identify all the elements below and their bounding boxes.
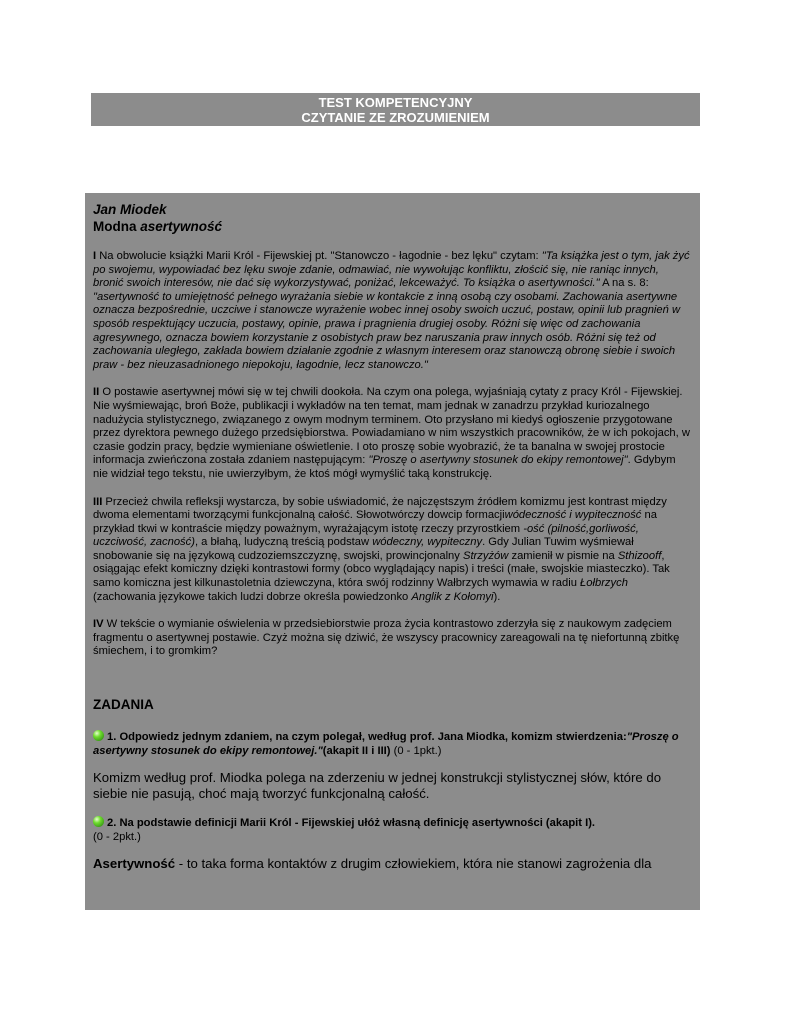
text-run: , osiągając efekt komiczny dzięki kontrastowi formy (obco wyglądający napis) i treści (małe, swojskie miasteczko). Tak samo komiczna jest kilkunastoletnia dziewczyna, która swój rodzinny Wałbrzych wymawia w radiu — [93, 549, 670, 590]
text-run: Anglik z Kołomyi — [411, 590, 494, 603]
text-run: W tekście o wymianie oświelenia w przedsiebiorstwie proza życia kontrastowo zderzyła się z naukowym zadęciem fragmentu o asertywnej postawie. Czyż można się dziwić, że wszyscy pracownicy zareagowali na tę niefortunną zbitkę śmiechem, i to gromkim? — [93, 618, 680, 658]
task-1 — [93, 730, 690, 758]
text-run: Na obwolucie książki Marii Król - Fijewskiej pt. "Stanowczo - łagodnie - bez lęku" czytam: — [96, 250, 542, 262]
text-run: . Gdy Julian Tuwim wyśmiewał snobowanie się na językową cudzoziemszczyznę, swojski, prowincjonalny — [93, 536, 634, 562]
test-title-bar — [91, 93, 700, 126]
text-run: Przecież chwila refleksji wystarcza, by sobie uświadomić, że najczęstszym źródłem komizmu jest kontrast między dwoma elementami tworzącymi funkcjonalną całość. Słowotwórczy dowcip formacji — [93, 495, 667, 522]
task-2-text — [107, 817, 595, 829]
text-run: (0 - 1pkt.) — [390, 745, 442, 758]
text-run: (zachowania językowe takich ludzi dobrze określa powiedzonko — [93, 590, 412, 603]
text-run: 2. Na podstawie definicji Marii Król - Fijewskiej ułóż własną definicję asertywności (akapit I). — [107, 817, 596, 830]
text-run: IV — [93, 618, 104, 631]
text-run: II — [93, 386, 100, 399]
tasks-heading: ZADANIA — [93, 697, 154, 713]
article-author: Jan Miodek — [93, 202, 167, 217]
text-run: III — [93, 495, 103, 508]
text-run: (akapit II i III) — [322, 745, 391, 758]
text-run: na przykład tkwi w kontraście między poważnym, wyrażającym istotę rzeczy przyrostkiem — [93, 509, 657, 535]
text-run: "Proszę o asertywny stosunek do ekipy remontowej." — [93, 731, 679, 758]
paragraph-2 — [93, 386, 690, 481]
text-run: "Proszę o asertywny stosunek do ekipy remontowej" — [368, 454, 628, 467]
article-heading-plain: Modna — [93, 219, 141, 234]
paragraph-3 — [93, 496, 690, 605]
text-run: "Ta książka jest o tym, jak żyć po swojemu, wypowiadać bez lęku swoje zdanie, odmawiać, nie wywołując konfliktu, złościć się, nie raniąc innych, bronić swoich interesów, nie dać się wykorzystywać, poniżać, lekceważyć. To książka o asertywności." — [93, 250, 690, 290]
article-heading — [93, 218, 690, 235]
text-run: Łołbrzych — [580, 577, 628, 590]
paragraph-4 — [93, 618, 690, 659]
task-2-answer — [93, 856, 690, 872]
text-run: Asertywność — [93, 856, 176, 872]
task-1-answer: Komizm według prof. Miodka polega na zderzeniu w jednej konstrukcji stylistycznej słów, które do siebie nie pasują, choć mają tworzyć funkcjonalną całość. — [93, 770, 662, 802]
test-title: TEST KOMPETENCYJNY — [318, 95, 473, 110]
text-run: . Gdybym nie widział tego tekstu, nie uwierzyłbym, że ktoś mógł wymyślić taką konstrukcję. — [93, 454, 676, 480]
text-run: O postawie asertywnej mówi się w tej chwili dookoła. Na czym ona polega, wyjaśniają cytaty z pracy Król - Fijewskiej. Nie wyśmiewając, broń Boże, publikacji i wykładów na ten temat, mam jednak w zanadrzu przykład kuriozalnego nadużycia stylistycznego, związanego z owym modnym terminem. Oto przysłano mi kiedyś ogłoszenie przygotowane przez dyrektora pewnego dużego przedsiębiorstwa. Powiadamiano w nim wszystkich pracowników, że w ich pokojach, w czasie godzin pracy, będzie wymieniane oświetlenie. I oto proszę sobie wyobrazić, że ta banalna w swojej prostocie informacja zwieńczona została zdaniem następującym: — [93, 386, 690, 467]
task-2 — [93, 816, 690, 844]
task-2-points: (0 - 2pkt.) — [93, 831, 141, 844]
text-run: Strzyżów — [462, 549, 509, 562]
text-run: zamienił w pismie na — [508, 549, 618, 562]
text-run: , a błahą, ludyczną treścią podstaw — [194, 536, 373, 549]
text-run: ). — [493, 590, 501, 603]
article-panel — [85, 193, 700, 910]
green-bullet-icon — [93, 730, 104, 741]
text-run: - to taka forma kontaktów z drugim człowiekiem, która nie stanowi zagrożenia dla — [175, 856, 652, 872]
text-run: "asertywność to umiejętność pełnego wyrażania siebie w kontakcie z inną osobą czy osobami. Zachowania asertywne oznacza bezpośrednie, uczciwe i stanowcze wyrażenie wobec innej osoby swoich uczuć, postaw, opinii lub pragnień w sposób respektujący uczucia, postawy, opinie, prawa i pragnienia drugiej osoby. Różni się więc od zachowania agresywnego, oznacza bowiem korzystanie z osobistych praw bez naruszania praw innych osób. Różni się też od zachowania uległego, zakłada bowiem działanie zgodnie z własnym interesem oraz stanowczą obronę siebie i swoich praw - bez nieuzasadnionego niepokoju, łagodnie, lecz stanowczo." — [93, 290, 681, 371]
text-run: I — [93, 250, 97, 262]
paragraph-1 — [93, 250, 690, 372]
task-1-text — [93, 731, 679, 757]
green-bullet-icon — [93, 816, 104, 827]
text-run: -ość (pilność,gorliwość, uczciwość, zacność) — [93, 522, 639, 549]
text-run: wódeczny, wypiteczny — [372, 536, 483, 549]
text-run: Sthizooff — [617, 549, 662, 562]
text-run: A na s. 8: — [599, 277, 649, 290]
article-heading-italic: asertywność — [140, 219, 223, 234]
text-run: wódeczność i wypiteczność — [504, 509, 642, 522]
text-run: 1. Odpowiedz jednym zdaniem, na czym polegał, według prof. Jana Miodka, komizm stwierdzenia: — [107, 731, 627, 744]
test-subtitle: CZYTANIE ZE ZROZUMIENIEM — [301, 110, 490, 125]
